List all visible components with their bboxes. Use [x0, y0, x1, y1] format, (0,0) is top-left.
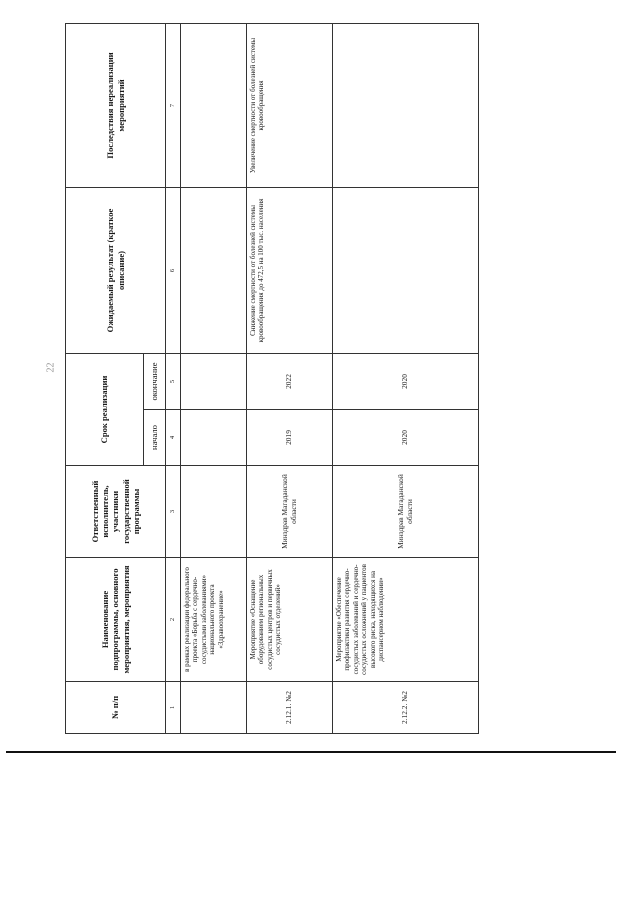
- row-name: в рамках реализации федерального проекта «Борьба с сердечно-сосудистыми заболеваниями» национального проекта «Здравоохранение»: [181, 558, 247, 682]
- row-start: 2019: [247, 410, 333, 466]
- row-num: 2.12.2. №2: [333, 682, 479, 734]
- table-row: [333, 23, 479, 733]
- rotated-table-inner: [65, 24, 479, 734]
- row-end: 2022: [247, 353, 333, 409]
- row-name: Мероприятие «Обеспечение профилактики развития сердечно-сосудистых заболеваний и сердечно-сосудистых осложнений у пациентов высокого риска, находящихся на диспансерном наблюдении»: [333, 558, 479, 682]
- scan-edge-line: [6, 751, 616, 753]
- row-end: [181, 353, 247, 409]
- row-end: 2020: [333, 353, 479, 409]
- header-row-1: [66, 23, 144, 733]
- rotated-table-wrapper: [65, 24, 479, 734]
- column-numbers-row: [166, 23, 181, 733]
- header-end: окончание: [144, 353, 166, 409]
- row-executor: Минздрав Магаданской области: [247, 466, 333, 558]
- row-start: 2020: [333, 410, 479, 466]
- header-executor: Ответственный исполнитель, участники государственной программы: [66, 466, 166, 558]
- table-row: [247, 23, 333, 733]
- col-number: 1: [166, 682, 181, 734]
- table-row: [181, 23, 247, 733]
- row-num: 2.12.1. №2: [247, 682, 333, 734]
- row-start: [181, 410, 247, 466]
- row-result: [181, 187, 247, 353]
- row-result: Снижение смертности от болезней системы кровообращения до 472,5 на 100 тыс. населения: [247, 187, 333, 353]
- col-number: 3: [166, 466, 181, 558]
- header-period: Срок реализации: [66, 353, 144, 465]
- col-number: 5: [166, 353, 181, 409]
- row-num: [181, 682, 247, 734]
- header-name: Наименование подпрограммы, основного мероприятия, мероприятия: [66, 558, 166, 682]
- header-result: Ожидаемый результат (краткое описание): [66, 187, 166, 353]
- row-executor: [181, 466, 247, 558]
- program-table: [65, 23, 479, 734]
- row-executor: Минздрав Магаданской области: [333, 466, 479, 558]
- col-number: 4: [166, 410, 181, 466]
- col-number: 6: [166, 187, 181, 353]
- header-num: № п/п: [66, 682, 166, 734]
- col-number: 7: [166, 23, 181, 187]
- row-consequences: Увеличение смертности от болезней системы кровообращения: [247, 23, 333, 187]
- header-start: начало: [144, 410, 166, 466]
- row-consequences: [181, 23, 247, 187]
- row-result: [333, 187, 479, 353]
- page-number: 22: [45, 362, 57, 373]
- header-consequences: Последствия нереализации мероприятий: [66, 23, 166, 187]
- col-number: 2: [166, 558, 181, 682]
- row-name: Мероприятие «Оснащение оборудованием региональных сосудистых центров и первичных сосудистых отделений»: [247, 558, 333, 682]
- row-consequences: [333, 23, 479, 187]
